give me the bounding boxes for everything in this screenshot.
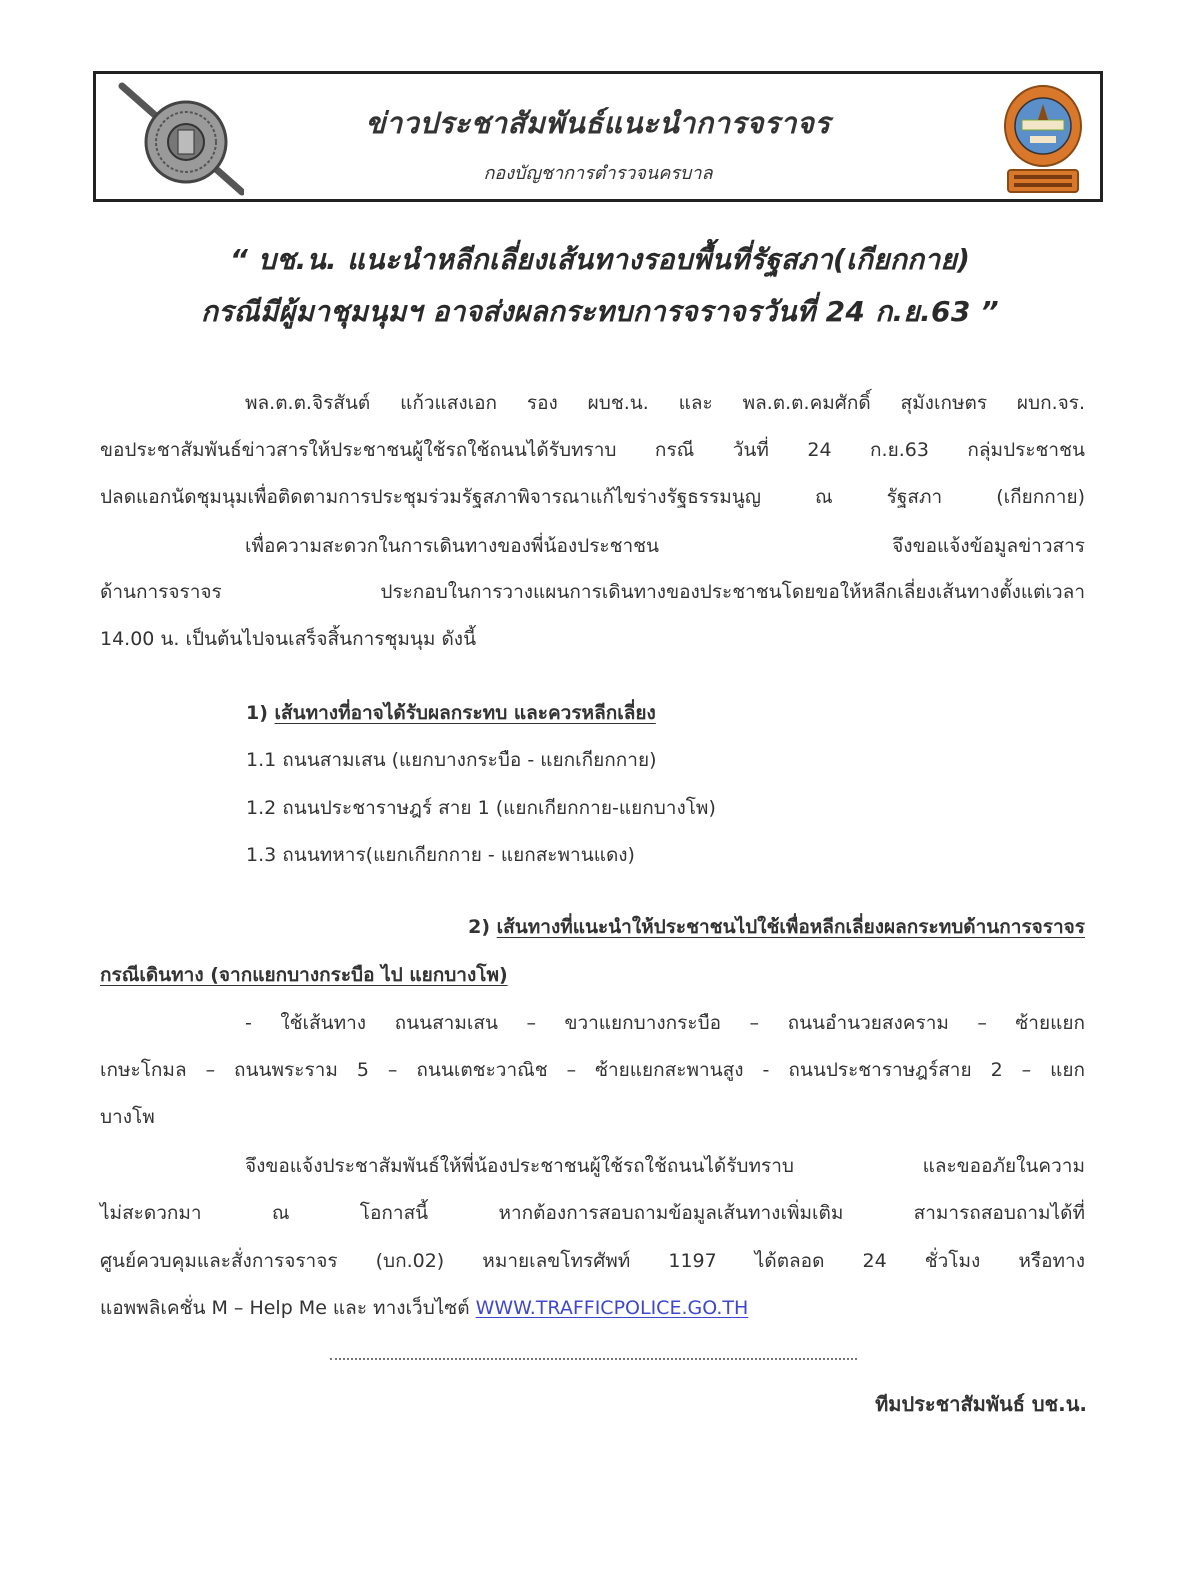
headline-line-1: “ บช.น. แนะนำหลีกเลี่ยงเส้นทางรอบพื้นที่รัฐสภา(เกียกกาย) [229,243,971,276]
closing-line: ไม่สะดวกมา ณ โอกาสนี้ หากต้องการสอบถามข้อมูลเส้นทางเพิ่มเติม สามารถสอบถามได้ที่ [100,1202,1085,1224]
list-item: 1.3 ถนนทหาร(แยกเกียกกาย - แยกสะพานแดง) [246,844,635,866]
section-1-title: เส้นทางที่อาจได้รับผลกระทบ และควรหลีกเลี่ยง [274,702,656,724]
intro-line: พล.ต.ต.จิรสันต์ แก้วแสงเอก รอง ผบช.น. และ พล.ต.ต.คมศักดิ์ สุมังเกษตร ผบก.จร. [245,392,1085,414]
intro-line: ขอประชาสัมพันธ์ข่าวสารให้ประชาชนผู้ใช้รถใช้ถนนได้รับทราบ กรณี วันที่ 24 ก.ย.63 กลุ่มประชาชน [100,439,1085,461]
headline-line-2: กรณีมีผู้มาชุมนุมฯ อาจส่งผลกระทบการจราจรวันที่ 24 ก.ย.63 ” [201,295,999,328]
header-title: ข่าวประชาสัมพันธ์แนะนำการจราจร [365,106,831,140]
section-2-title: เส้นทางที่แนะนำให้ประชาชนไปใช้เพื่อหลีกเลี่ยงผลกระทบด้านการจราจร [496,916,1085,938]
intro-line: ปลดแอกนัดชุมนุมเพื่อติดตามการประชุมร่วมรัฐสภาพิจารณาแก้ไขร่างรัฐธรรมนูญ ณ รัฐสภา (เกียกกาย) [100,486,1085,508]
signature: ทีมประชาสัมพันธ์ บช.น. [875,1392,1087,1416]
route-line: เกษะโกมล – ถนนพระราม 5 – ถนนเตชะวาณิช – ซ้ายแยกสะพานสูง - ถนนประชาราษฎร์สาย 2 – แยก [100,1059,1085,1081]
header-subtitle: กองบัญชาการตำรวจนครบาล [483,163,713,184]
section-1-heading [246,698,656,728]
website-link[interactable]: WWW.TRAFFICPOLICE.GO.TH [475,1297,749,1319]
intro-line: 14.00 น. เป็นต้นไปจนเสร็จสิ้นการชุมนุม ดังนี้ [100,628,477,650]
closing-last-line: แอพพลิเคชั่น M – Help Me และ ทางเว็บไซต์ WWW.TRAFFICPOLICE.GO.TH [100,1297,749,1319]
header-banner [93,71,1103,202]
intro-line: เพื่อความสะดวกในการเดินทางของพี่น้องประชาชน จึงขอแจ้งข้อมูลข่าวสาร [245,535,1085,557]
traffic-police-emblem-icon [998,84,1088,196]
route-line: บางโพ [100,1106,155,1128]
route-line: - ใช้เส้นทาง ถนนสามเสน – ขวาแยกบางกระบือ – ถนนอำนวยสงคราม – ซ้ายแยก [245,1012,1085,1034]
list-item: 1.1 ถนนสามเสน (แยกบางกระบือ - แยกเกียกกาย) [246,749,657,771]
section-2-subtitle: กรณีเดินทาง (จากแยกบางกระบือ ไป แยกบางโพ) [100,964,508,986]
intro-line: ด้านการจราจร ประกอบในการวางแผนการเดินทางของประชาชนโดยขอให้หลีกเลี่ยงเส้นทางตั้งแต่เวลา [100,581,1085,603]
closing-line: จึงขอแจ้งประชาสัมพันธ์ให้พี่น้องประชาชนผู้ใช้รถใช้ถนนได้รับทราบ และขออภัยในความ [245,1155,1085,1177]
section-1-number: 1) [246,702,268,724]
section-2-number: 2) [468,916,491,938]
dotted-divider [330,1358,857,1360]
list-item: 1.2 ถนนประชาราษฎร์ สาย 1 (แยกเกียกกาย-แยกบางโพ) [246,797,716,819]
section-2-heading [245,912,1085,942]
closing-line: ศูนย์ควบคุมและสั่งการจราจร (บก.02) หมายเลขโทรศัพท์ 1197 ได้ตลอด 24 ชั่วโมง หรือทาง [100,1250,1085,1272]
